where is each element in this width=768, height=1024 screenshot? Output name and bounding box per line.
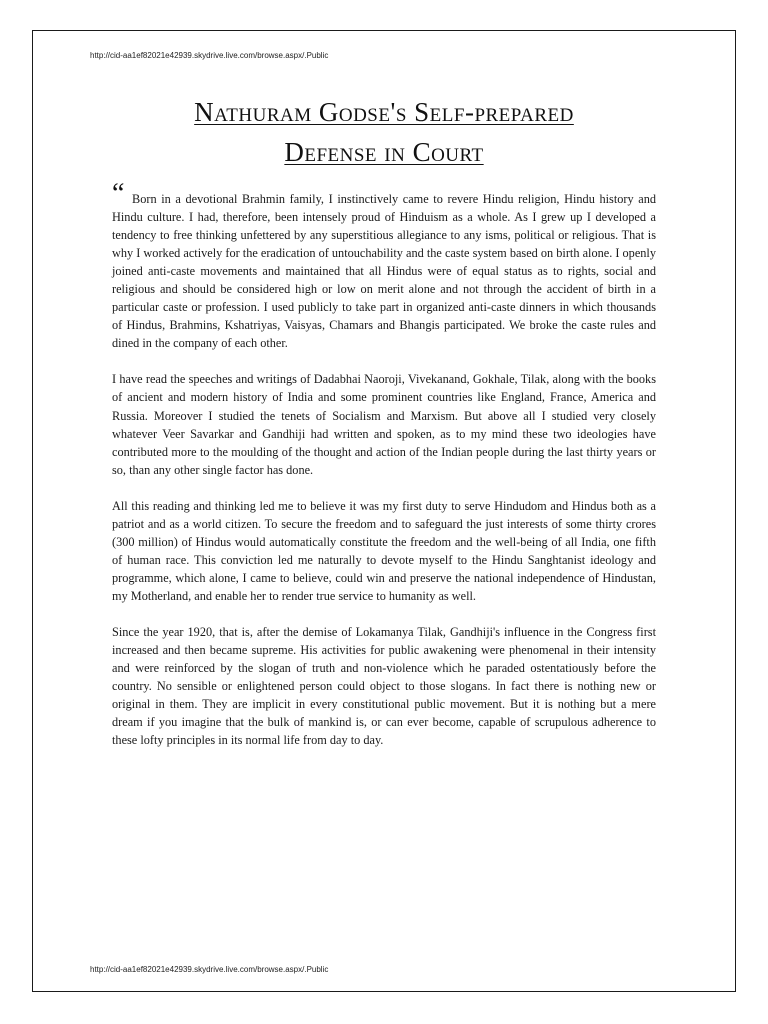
document-body (112, 190, 656, 767)
footer-url: http://cid-aa1ef82021e42939.skydrive.live.com/browse.aspx/.Public (90, 965, 329, 974)
document-title (100, 92, 668, 172)
title-line-2: Defense in Court (284, 137, 484, 167)
paragraph-1: Born in a devotional Brahmin family, I instinctively came to revere Hindu religion, Hindu history and Hindu culture. I had, therefore, been intensely proud of Hinduism as a whole. As I grew up I developed a tendency to free thinking unfettered by any superstitious allegiance to any isms, political or religious. That is why I worked actively for the eradication of untouchability and the caste system based on birth alone. I openly joined anti-caste movements and maintained that all Hindus were of equal status as to rights, social and religious and should be considered high or low on merit alone and not through the accident of birth in a particular caste or profession. I used publicly to take part in organized anti-caste dinners in which thousands of Hindus, Brahmins, Kshatriyas, Vaisyas, Chamars and Bhangis participated. We broke the caste rules and dined in the company of each other. (112, 192, 656, 351)
header-url: http://cid-aa1ef82021e42939.skydrive.live.com/browse.aspx/.Public (90, 51, 329, 60)
paragraph-2: I have read the speeches and writings of Dadabhai Naoroji, Vivekanand, Gokhale, Tilak, along with the books of ancient and modern history of India and some prominent countries like England, France, America and Russia. Moreover I studied the tenets of Socialism and Marxism. But above all I studied very closely whatever Veer Savarkar and Gandhiji had written and spoken, as to my mind these two ideologies have contributed more to the moulding of the thought and action of the Indian people during the last thirty years or so, than any other single factor has done. (112, 372, 656, 477)
title-line-1: Nathuram Godse's Self-prepared (194, 97, 574, 127)
opening-quote-mark: “ (112, 178, 125, 209)
paragraph-4: Since the year 1920, that is, after the demise of Lokamanya Tilak, Gandhiji's influence in the Congress first increased and then became supreme. His activities for public awakening were phenomenal in their intensity and were reinforced by the slogan of truth and non-violence which he paraded ostentatiously before the country. No sensible or enlightened person could object to those slogans. In fact there is nothing new or original in them. They are implicit in every constitutional public movement. But it is nothing but a mere dream if you imagine that the bulk of mankind is, or can ever become, capable of scrupulous adherence to these lofty principles in its normal life from day to day. (112, 624, 656, 748)
paragraph-3: All this reading and thinking led me to believe it was my first duty to serve Hindudom and Hindus both as a patriot and as a world citizen. To secure the freedom and to safeguard the just interests of some thirty crores (300 million) of Hindus would automatically constitute the freedom and the well-being of all India, one fifth of human race. This conviction led me naturally to devote myself to the Hindu Sanghtanist ideology and programme, which alone, I came to believe, could win and preserve the national independence of Hindustan, my Motherland, and enable her to render true service to humanity as well. (112, 498, 656, 603)
